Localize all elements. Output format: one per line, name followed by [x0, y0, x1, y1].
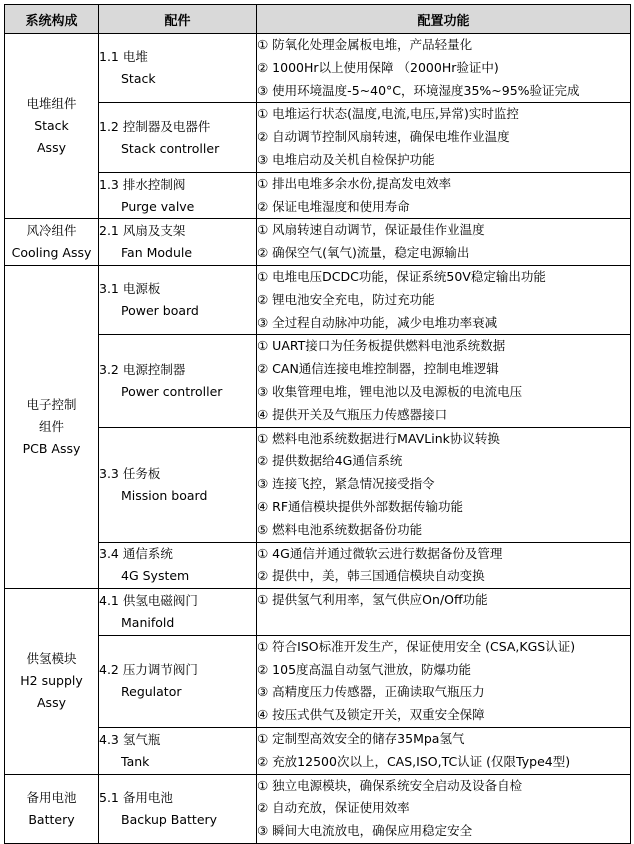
- system-name-line: 风冷组件: [26, 223, 77, 239]
- function-line: ④ 提供开关及气瓶压力传感器接口: [257, 406, 448, 422]
- part-name-zh: 4.2 压力调节阀门: [99, 662, 198, 678]
- function-line: ③ 电堆启动及关机自检保护功能: [257, 151, 435, 167]
- part-cell: [99, 542, 257, 589]
- part-name-zh: 3.4 通信系统: [99, 546, 173, 562]
- system-cell: [5, 219, 99, 266]
- part-cell: [99, 172, 257, 219]
- system-name-line: Cooling Assy: [11, 245, 92, 261]
- table-row: [5, 34, 631, 103]
- system-name-line: Stack: [34, 118, 69, 134]
- part-name-en: Stack controller: [121, 140, 220, 156]
- function-line: ② 自动调节控制风扇转速，确保电堆作业温度: [257, 129, 510, 145]
- table-row: [5, 542, 631, 589]
- system-cell: [5, 265, 99, 588]
- table-row: [5, 774, 631, 843]
- system-name-line: 备用电池: [26, 789, 77, 805]
- function-line: ② 锂电池安全充电，防过充功能: [257, 291, 435, 307]
- function-cell: [257, 172, 631, 219]
- function-line: ① 电堆运行状态(温度,电流,电压,异常)实时监控: [257, 106, 519, 122]
- system-name-line: 供氢模块: [26, 651, 77, 667]
- function-line: ① 排出电堆多余水份,提高发电效率: [257, 175, 452, 191]
- function-line: ③ 瞬间大电流放电，确保应用稳定安全: [257, 823, 473, 839]
- system-cell: [5, 774, 99, 843]
- part-name-zh: 2.1 风扇及支架: [99, 223, 186, 239]
- part-name-zh: 1.3 排水控制阀: [99, 176, 186, 192]
- part-name-en: Purge valve: [121, 198, 195, 214]
- function-line: ② CAN通信连接电堆控制器，控制电堆逻辑: [257, 361, 499, 377]
- function-line: ② 105度高温自动氢气泄放，防爆功能: [257, 661, 472, 677]
- part-name-en: Fan Module: [121, 245, 193, 261]
- function-line: ② 确保空气(氧气)流量，稳定电源输出: [257, 245, 470, 261]
- header-part: 配件: [99, 5, 257, 34]
- function-cell: [257, 589, 631, 636]
- part-name-en: Power controller: [121, 383, 223, 399]
- function-line: ① 提供氢气利用率，氢气供应On/Off功能: [257, 592, 488, 608]
- spec-table: [4, 4, 631, 844]
- function-line: ④ 按压式供气及锁定开关，双重安全保障: [257, 707, 485, 723]
- part-cell: [99, 265, 257, 334]
- function-line: ② 保证电堆湿度和使用寿命: [257, 198, 410, 214]
- system-name-line: 组件: [38, 419, 64, 435]
- header-row: [5, 5, 631, 34]
- header-system: 系统构成: [5, 5, 99, 34]
- function-line: ① 燃料电池系统数据进行MAVLink协议转换: [257, 430, 500, 446]
- part-name-zh: 3.1 电源板: [99, 281, 161, 297]
- part-cell: [99, 635, 257, 727]
- function-line: ③ 连接飞控，紧急情况接受指令: [257, 476, 435, 492]
- system-cell: [5, 34, 99, 219]
- system-name-line: Assy: [37, 140, 66, 156]
- system-name-line: 电子控制: [26, 397, 77, 413]
- part-name-en: Mission board: [121, 487, 208, 503]
- system-name-line: Battery: [28, 811, 75, 827]
- table-row: [5, 427, 631, 542]
- function-cell: [257, 219, 631, 266]
- table-row: [5, 335, 631, 427]
- part-name-en: 4G System: [121, 568, 190, 584]
- function-cell: [257, 542, 631, 589]
- function-line: ① 符合ISO标准开发生产，保证使用安全 (CSA,KGS认证): [257, 638, 576, 654]
- function-line: ③ 收集管理电堆，锂电池以及电源板的电流电压: [257, 383, 523, 399]
- part-name-zh: 1.1 电堆: [99, 49, 148, 65]
- system-name-line: Assy: [37, 695, 66, 711]
- part-cell: [99, 34, 257, 103]
- function-line: ③ 使用环境温度-5~40°C，环境湿度35%~95%验证完成: [257, 82, 580, 98]
- system-name-line: H2 supply: [20, 673, 83, 689]
- part-name-en: Regulator: [121, 684, 182, 700]
- function-cell: [257, 635, 631, 727]
- function-line: ① UART接口为任务板提供燃料电池系统数据: [257, 338, 506, 354]
- table-row: [5, 172, 631, 219]
- function-cell: [257, 34, 631, 103]
- system-name-line: 电堆组件: [26, 96, 77, 112]
- part-name-en: Backup Battery: [121, 811, 218, 827]
- part-name-zh: 5.1 备用电池: [99, 789, 173, 805]
- part-cell: [99, 427, 257, 542]
- part-name-zh: 3.3 任务板: [99, 465, 161, 481]
- function-cell: [257, 727, 631, 774]
- function-cell: [257, 774, 631, 843]
- header-function: 配置功能: [257, 5, 631, 34]
- part-cell: [99, 774, 257, 843]
- part-name-en: Manifold: [121, 614, 175, 630]
- part-cell: [99, 589, 257, 636]
- function-cell: [257, 103, 631, 172]
- function-cell: [257, 427, 631, 542]
- part-name-en: Tank: [121, 753, 150, 769]
- part-name-zh: 3.2 电源控制器: [99, 361, 186, 377]
- function-cell: [257, 265, 631, 334]
- function-cell: [257, 335, 631, 427]
- function-line: ① 4G通信并通过微软云进行数据备份及管理: [257, 545, 503, 561]
- function-line: ① 防氧化处理金属板电堆，产品轻量化: [257, 37, 473, 52]
- function-line: ③ 高精度压力传感器，正确读取气瓶压力: [257, 684, 485, 700]
- part-name-zh: 4.1 供氢电磁阀门: [99, 592, 198, 608]
- part-name-en: Stack: [121, 71, 156, 87]
- table-row: [5, 727, 631, 774]
- part-cell: [99, 219, 257, 266]
- function-line: ② 1000Hr以上使用保障 （2000Hr验证中): [257, 59, 499, 75]
- function-line: ④ RF通信模块提供外部数据传输功能: [257, 498, 464, 514]
- table-row: [5, 635, 631, 727]
- function-line: ② 充放12500次以上，CAS,ISO,TC认证 (仅限Type4型): [257, 753, 571, 769]
- function-line: ① 电堆电压DCDC功能，保证系统50V稳定输出功能: [257, 268, 546, 284]
- part-name-zh: 1.2 控制器及电器件: [99, 118, 211, 134]
- function-line: ① 定制型高效安全的储存35Mpa氢气: [257, 730, 465, 746]
- table-row: [5, 265, 631, 334]
- table-row: [5, 219, 631, 266]
- part-cell: [99, 727, 257, 774]
- part-cell: [99, 103, 257, 172]
- system-name-line: PCB Assy: [22, 441, 81, 457]
- function-line: ② 提供中，美，韩三国通信模块自动变换: [257, 568, 485, 584]
- function-line: ① 风扇转速自动调节，保证最佳作业温度: [257, 222, 485, 238]
- part-cell: [99, 335, 257, 427]
- table-row: [5, 103, 631, 172]
- function-line: ① 独立电源模块，确保系统安全启动及设备自检: [257, 777, 523, 793]
- function-line: ② 自动充放，保证使用效率: [257, 800, 410, 816]
- table-row: [5, 589, 631, 636]
- system-cell: [5, 589, 99, 774]
- part-name-zh: 4.3 氢气瓶: [99, 731, 161, 747]
- function-line: ② 提供数据给4G通信系统: [257, 453, 403, 469]
- function-line: ③ 全过程自动脉冲功能，减少电堆功率衰减: [257, 314, 498, 330]
- function-line: ⑤ 燃料电池系统数据备份功能: [257, 521, 423, 537]
- part-name-en: Power board: [121, 303, 199, 319]
